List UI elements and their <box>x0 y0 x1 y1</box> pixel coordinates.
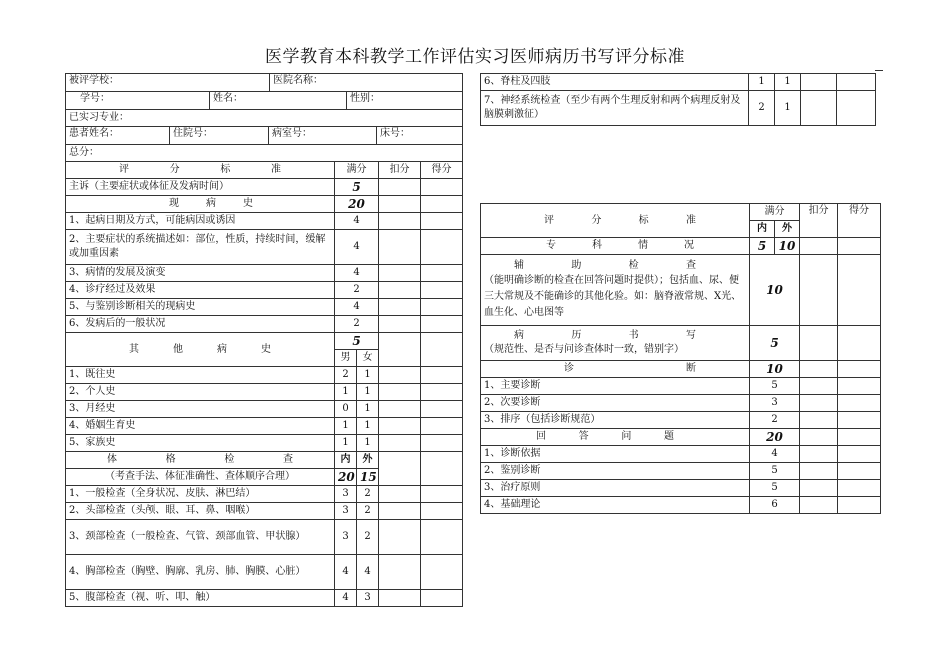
score-cell[interactable] <box>837 91 876 126</box>
other-history-item: 3、月经史 <box>66 401 335 418</box>
qa-title-char: 答 <box>578 431 589 442</box>
score-cell[interactable] <box>837 74 876 91</box>
deduct-cell[interactable] <box>800 361 838 378</box>
female-score: 1 <box>357 401 379 418</box>
criteria-char: 分 <box>169 164 180 175</box>
field-name: 姓名： <box>210 92 347 109</box>
criteria-char: 标 <box>638 214 649 226</box>
specialty-inner-score: 5 <box>750 238 775 255</box>
deduct-cell[interactable] <box>379 299 421 316</box>
diagnosis-item-score: 3 <box>750 395 800 412</box>
criteria-header <box>66 162 335 179</box>
score-cell[interactable] <box>421 230 463 265</box>
other-history-char: 其 <box>129 343 139 355</box>
other-history-item: 1、既往史 <box>66 367 335 384</box>
deduct-cell[interactable] <box>801 74 837 91</box>
corner-mark <box>875 70 883 71</box>
exam-item: 3、颈部检查（一般检查、气管、颈部血管、甲状腺） <box>66 520 335 555</box>
field-bed: 床号： <box>380 128 410 139</box>
criteria-char: 准 <box>270 164 281 175</box>
deduct-cell[interactable] <box>800 480 838 497</box>
score-cell[interactable] <box>421 196 463 213</box>
score-cell[interactable] <box>421 555 463 590</box>
deduct-cell[interactable] <box>379 179 421 196</box>
qa-item: 4、基础理论 <box>481 497 750 514</box>
exam-item: 5、腹部检查（视、听、叩、触） <box>66 590 335 607</box>
qa-item-score: 5 <box>750 480 800 497</box>
deduct-cell[interactable] <box>379 367 421 384</box>
female-score: 1 <box>357 435 379 452</box>
exam-inner-item-score: 4 <box>335 555 357 590</box>
aux-exam-score: 10 <box>750 255 800 326</box>
field-school: 被评学校： <box>66 74 270 91</box>
male-header: 男 <box>335 350 357 367</box>
score-cell[interactable] <box>838 412 881 429</box>
exam-outer-item-score: 2 <box>357 503 379 520</box>
score-cell[interactable] <box>421 452 463 486</box>
exam-inner-item-score: 3 <box>335 486 357 503</box>
hpi-title-char: 现 <box>169 198 179 209</box>
score-cell[interactable] <box>838 480 881 497</box>
other-history-char: 病 <box>217 343 227 355</box>
exam-title-char: 体 <box>107 454 117 465</box>
inner-header: 内 <box>335 452 357 469</box>
hpi-item-score: 2 <box>335 282 379 299</box>
male-score: 0 <box>335 401 357 418</box>
deduct-cell[interactable] <box>379 452 421 486</box>
criteria-char: 准 <box>685 214 696 226</box>
full-score-header: 满分 <box>335 162 379 179</box>
exam-outer-item-score: 2 <box>357 486 379 503</box>
score-cell[interactable] <box>838 255 881 326</box>
score-cell[interactable] <box>838 395 881 412</box>
qa-title-char: 题 <box>663 431 674 442</box>
diagnosis-title-char: 断 <box>686 363 696 374</box>
exam-outer-item-score: 1 <box>775 74 801 91</box>
male-score: 1 <box>335 418 357 435</box>
left-score-table <box>65 73 463 607</box>
deduct-cell[interactable] <box>800 238 838 255</box>
exam-inner-item-score: 3 <box>335 520 357 555</box>
score-cell[interactable] <box>838 361 881 378</box>
writing-title-char: 历 <box>571 330 582 341</box>
qa-item-score: 6 <box>750 497 800 514</box>
exam-outer-item-score: 2 <box>357 520 379 555</box>
right-score-table <box>480 203 881 514</box>
hpi-item-score: 4 <box>335 299 379 316</box>
physical-exam-subtitle: （考查手法、体征准确性、查体顺序合理） <box>66 469 335 486</box>
deduct-header: 扣分 <box>800 204 838 238</box>
diagnosis-item-score: 5 <box>750 378 800 395</box>
deduct-cell[interactable] <box>379 316 421 333</box>
score-cell[interactable] <box>838 378 881 395</box>
diagnosis-title-char: 诊 <box>564 363 574 374</box>
score-cell[interactable] <box>838 463 881 480</box>
specialty-char: 科 <box>592 240 602 251</box>
record-writing-desc: （规范性、是否与问诊查体时一致，错别字） <box>484 344 684 355</box>
qa-item: 2、鉴别诊断 <box>481 463 750 480</box>
exam-outer-item-score: 3 <box>357 590 379 607</box>
score-cell[interactable] <box>421 367 463 384</box>
deduct-cell[interactable] <box>800 255 838 326</box>
hpi-item: 3、病情的发展及演变 <box>66 265 335 282</box>
physical-exam-title <box>66 452 335 469</box>
deduct-cell[interactable] <box>379 265 421 282</box>
hpi-item: 1、起病日期及方式，可能病因或诱因 <box>66 213 335 230</box>
score-cell[interactable] <box>421 213 463 230</box>
other-history-char: 史 <box>261 343 271 355</box>
diagnosis-item: 3、排序（包括诊断规范） <box>481 412 750 429</box>
inner-header: 内 <box>750 221 775 238</box>
page-title: 医学教育本科教学工作评估实习医师病历书写评分标准 <box>265 47 685 67</box>
score-cell[interactable] <box>421 520 463 555</box>
score-cell[interactable] <box>838 429 881 446</box>
score-cell[interactable] <box>838 326 881 361</box>
score-cell[interactable] <box>838 238 881 255</box>
deduct-cell[interactable] <box>379 196 421 213</box>
field-patient: 患者姓名： <box>66 127 170 144</box>
hpi-title-char: 史 <box>243 198 253 209</box>
exam-item: 2、头部检查（头颅、眼、耳、鼻、咽喉） <box>66 503 335 520</box>
score-cell[interactable] <box>421 333 463 367</box>
hpi-item-score: 2 <box>335 316 379 333</box>
score-header: 得分 <box>421 162 463 179</box>
exam-outer-item-score: 1 <box>775 91 801 126</box>
specialty-char: 况 <box>684 240 694 251</box>
exam-inner-item-score: 2 <box>749 91 775 126</box>
deduct-cell[interactable] <box>379 213 421 230</box>
deduct-cell[interactable] <box>379 282 421 299</box>
specialty-char: 情 <box>638 240 648 251</box>
qa-item: 1、诊断依据 <box>481 446 750 463</box>
other-history-score: 5 <box>335 333 379 350</box>
field-hospital: 医院名称： <box>273 75 323 86</box>
field-ward: 病室号： <box>269 127 377 144</box>
writing-title-char: 写 <box>685 330 696 341</box>
field-student-id: 学号： <box>66 92 210 109</box>
hpi-title <box>66 196 335 213</box>
exam-outer-item-score: 4 <box>357 555 379 590</box>
score-cell[interactable] <box>421 299 463 316</box>
female-header: 女 <box>357 350 379 367</box>
deduct-cell[interactable] <box>379 384 421 401</box>
exam-title-char: 查 <box>282 454 293 465</box>
diagnosis-item-score: 2 <box>750 412 800 429</box>
qa-item-score: 4 <box>750 446 800 463</box>
qa-title <box>481 429 750 446</box>
other-history-item: 5、家族史 <box>66 435 335 452</box>
score-cell[interactable] <box>838 446 881 463</box>
other-history-title <box>66 333 335 367</box>
exam-inner-item-score: 1 <box>749 74 775 91</box>
deduct-cell[interactable] <box>379 520 421 555</box>
score-header: 得分 <box>838 204 881 238</box>
diagnosis-title <box>481 361 750 378</box>
deduct-cell[interactable] <box>379 418 421 435</box>
field-total: 总分： <box>66 145 463 162</box>
score-cell[interactable] <box>421 265 463 282</box>
exam-inner-item-score: 4 <box>335 590 357 607</box>
criteria-char: 评 <box>544 214 554 226</box>
deduct-cell[interactable] <box>379 333 421 367</box>
hpi-item-score: 4 <box>335 213 379 230</box>
outer-header: 外 <box>357 452 379 469</box>
score-cell[interactable] <box>421 503 463 520</box>
deduct-cell[interactable] <box>800 378 838 395</box>
qa-title-char: 回 <box>536 431 546 442</box>
qa-title-char: 问 <box>621 431 632 442</box>
score-cell[interactable] <box>421 486 463 503</box>
field-gender: 性别： <box>350 93 380 104</box>
deduct-cell[interactable] <box>800 446 838 463</box>
criteria-char: 分 <box>591 214 602 226</box>
hpi-item: 2、主要症状的系统描述如：部位，性质，持续时间，缓解或加重因素 <box>66 230 335 265</box>
deduct-cell[interactable] <box>800 395 838 412</box>
female-score: 1 <box>357 367 379 384</box>
chief-complaint-score: 5 <box>335 179 379 196</box>
hpi-item-score: 4 <box>335 265 379 282</box>
record-writing-cell <box>481 326 750 361</box>
diagnosis-item: 1、主要诊断 <box>481 378 750 395</box>
score-cell[interactable] <box>421 401 463 418</box>
record-writing-score: 5 <box>750 326 800 361</box>
field-admission-no: 住院号： <box>170 127 269 144</box>
exam-item: 1、一般检查（全身状况、皮肤、淋巴结） <box>66 486 335 503</box>
aux-title-char: 检 <box>628 260 639 271</box>
field-major: 已实习专业： <box>66 110 463 127</box>
other-history-item: 2、个人史 <box>66 384 335 401</box>
specialty-char: 专 <box>546 240 556 251</box>
hpi-title-char: 病 <box>206 198 216 209</box>
deduct-cell[interactable] <box>379 486 421 503</box>
other-history-char: 他 <box>173 343 183 355</box>
writing-title-char: 书 <box>628 330 639 341</box>
deduct-cell[interactable] <box>800 412 838 429</box>
deduct-cell[interactable] <box>800 326 838 361</box>
deduct-header: 扣分 <box>379 162 421 179</box>
hpi-item-score: 4 <box>335 230 379 265</box>
other-history-item: 4、婚姻生育史 <box>66 418 335 435</box>
hpi-score: 20 <box>335 196 379 213</box>
deduct-cell[interactable] <box>379 555 421 590</box>
diagnosis-item: 2、次要诊断 <box>481 395 750 412</box>
aux-title-char: 助 <box>571 260 582 271</box>
deduct-cell[interactable] <box>800 429 838 446</box>
specialty-outer-score: 10 <box>775 238 800 255</box>
male-score: 1 <box>335 384 357 401</box>
deduct-cell[interactable] <box>379 590 421 607</box>
score-cell[interactable] <box>838 497 881 514</box>
aux-title-char: 查 <box>685 260 696 271</box>
full-score-header: 满分 <box>750 204 800 221</box>
criteria-char: 标 <box>220 164 231 175</box>
score-cell[interactable] <box>421 418 463 435</box>
aux-title-char: 辅 <box>514 260 524 271</box>
hpi-item: 4、诊疗经过及效果 <box>66 282 335 299</box>
score-cell[interactable] <box>421 282 463 299</box>
specialty-title <box>481 238 750 255</box>
deduct-cell[interactable] <box>379 503 421 520</box>
female-score: 1 <box>357 384 379 401</box>
exam-inner-score: 20 <box>335 469 357 486</box>
deduct-cell[interactable] <box>379 401 421 418</box>
aux-exam-desc: （能明确诊断的检查在回答问题时提供）；包括血、尿、便三大常规及不能确诊的其他化验。如：脑脊液常规、X光、血生化、心电图等 <box>484 275 742 318</box>
exam-item: 6、脊柱及四肢 <box>481 74 749 91</box>
score-cell[interactable] <box>421 179 463 196</box>
score-cell[interactable] <box>421 435 463 452</box>
exam-outer-score: 15 <box>357 469 379 486</box>
male-score: 2 <box>335 367 357 384</box>
exam-item: 4、胸部检查（胸壁、胸廓、乳房、肺、胸膜、心脏） <box>66 555 335 590</box>
deduct-cell[interactable] <box>801 91 837 126</box>
writing-title-char: 病 <box>514 330 524 341</box>
deduct-cell[interactable] <box>379 435 421 452</box>
score-cell[interactable] <box>421 384 463 401</box>
qa-item: 3、治疗原则 <box>481 480 750 497</box>
deduct-cell[interactable] <box>800 463 838 480</box>
female-score: 1 <box>357 418 379 435</box>
qa-item-score: 5 <box>750 463 800 480</box>
deduct-cell[interactable] <box>379 230 421 265</box>
male-score: 1 <box>335 435 357 452</box>
exam-title-char: 格 <box>165 454 176 465</box>
right-top-table <box>480 73 876 126</box>
hpi-item: 5、与鉴别诊断相关的现病史 <box>66 299 335 316</box>
diagnosis-score: 10 <box>750 361 800 378</box>
criteria-char: 评 <box>119 164 129 175</box>
score-cell[interactable] <box>421 316 463 333</box>
aux-exam-cell <box>481 255 750 326</box>
deduct-cell[interactable] <box>800 497 838 514</box>
exam-title-char: 检 <box>224 454 235 465</box>
qa-score: 20 <box>750 429 800 446</box>
hpi-item: 6、发病后的一般状况 <box>66 316 335 333</box>
exam-item: 7、神经系统检查（至少有两个生理反射和两个病理反射及脑膜刺激征） <box>481 91 749 126</box>
score-cell[interactable] <box>421 590 463 607</box>
chief-complaint-label: 主诉（主要症状或体征及发病时间） <box>66 179 335 196</box>
exam-inner-item-score: 3 <box>335 503 357 520</box>
outer-header: 外 <box>775 221 800 238</box>
criteria-header <box>481 204 750 238</box>
